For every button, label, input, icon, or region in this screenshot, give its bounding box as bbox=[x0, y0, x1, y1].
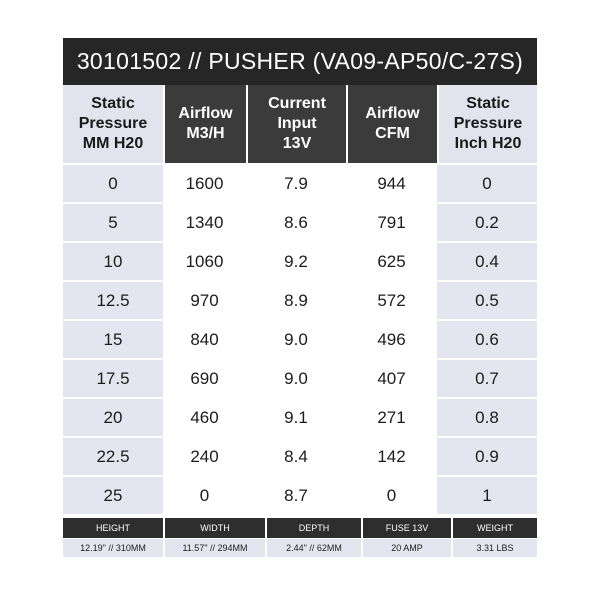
cell-static-pressure-inch: 1 bbox=[437, 475, 537, 514]
cell-static-pressure-mm: 20 bbox=[63, 397, 163, 436]
cell-current-input: 8.6 bbox=[246, 202, 346, 241]
airflow-performance-table bbox=[63, 85, 537, 514]
header-airflow-m3h: Airflow M3/H bbox=[163, 85, 246, 163]
cell-current-input: 8.4 bbox=[246, 436, 346, 475]
cell-static-pressure-inch: 0.6 bbox=[437, 319, 537, 358]
cell-airflow-m3h: 240 bbox=[163, 436, 246, 475]
table-row bbox=[63, 475, 537, 514]
cell-static-pressure-inch: 0.5 bbox=[437, 280, 537, 319]
spec-header-fuse: FUSE 13V bbox=[361, 518, 451, 538]
cell-static-pressure-mm: 17.5 bbox=[63, 358, 163, 397]
cell-static-pressure-inch: 0.7 bbox=[437, 358, 537, 397]
cell-static-pressure-mm: 15 bbox=[63, 319, 163, 358]
cell-airflow-cfm: 271 bbox=[346, 397, 437, 436]
header-airflow-cfm: Airflow CFM bbox=[346, 85, 437, 163]
table-row bbox=[63, 319, 537, 358]
cell-current-input: 9.1 bbox=[246, 397, 346, 436]
cell-airflow-m3h: 840 bbox=[163, 319, 246, 358]
table-row bbox=[63, 397, 537, 436]
cell-airflow-cfm: 625 bbox=[346, 241, 437, 280]
table-row bbox=[63, 436, 537, 475]
spec-value-height: 12.19" // 310MM bbox=[63, 538, 163, 557]
fan-spec-sheet bbox=[63, 38, 537, 514]
cell-airflow-cfm: 944 bbox=[346, 163, 437, 202]
cell-current-input: 9.0 bbox=[246, 358, 346, 397]
table-row bbox=[63, 358, 537, 397]
cell-static-pressure-inch: 0.2 bbox=[437, 202, 537, 241]
table-row bbox=[63, 280, 537, 319]
spec-value-weight: 3.31 LBS bbox=[451, 538, 537, 557]
header-current-input: Current Input 13V bbox=[246, 85, 346, 163]
spec-header-width: WIDTH bbox=[163, 518, 265, 538]
cell-airflow-cfm: 572 bbox=[346, 280, 437, 319]
spec-value-depth: 2.44" // 62MM bbox=[265, 538, 361, 557]
header-static-pressure-inch: Static Pressure Inch H20 bbox=[437, 85, 537, 163]
product-title: 30101502 // PUSHER (VA09-AP50/C-27S) bbox=[63, 38, 537, 85]
cell-static-pressure-inch: 0.9 bbox=[437, 436, 537, 475]
table-body bbox=[63, 163, 537, 514]
spec-value-width: 11.57" // 294MM bbox=[163, 538, 265, 557]
cell-airflow-cfm: 142 bbox=[346, 436, 437, 475]
cell-current-input: 7.9 bbox=[246, 163, 346, 202]
cell-airflow-m3h: 970 bbox=[163, 280, 246, 319]
spec-header-height: HEIGHT bbox=[63, 518, 163, 538]
spec-header-depth: DEPTH bbox=[265, 518, 361, 538]
cell-airflow-m3h: 1340 bbox=[163, 202, 246, 241]
spec-value-fuse: 20 AMP bbox=[361, 538, 451, 557]
dimensions-spec-table bbox=[63, 518, 537, 557]
spec-header-row bbox=[63, 518, 537, 538]
cell-airflow-cfm: 496 bbox=[346, 319, 437, 358]
cell-current-input: 9.2 bbox=[246, 241, 346, 280]
cell-static-pressure-mm: 0 bbox=[63, 163, 163, 202]
cell-static-pressure-mm: 5 bbox=[63, 202, 163, 241]
cell-static-pressure-inch: 0 bbox=[437, 163, 537, 202]
cell-airflow-cfm: 407 bbox=[346, 358, 437, 397]
cell-static-pressure-mm: 12.5 bbox=[63, 280, 163, 319]
cell-airflow-m3h: 690 bbox=[163, 358, 246, 397]
cell-airflow-m3h: 460 bbox=[163, 397, 246, 436]
table-row bbox=[63, 202, 537, 241]
table-row bbox=[63, 241, 537, 280]
cell-current-input: 8.7 bbox=[246, 475, 346, 514]
cell-static-pressure-mm: 22.5 bbox=[63, 436, 163, 475]
cell-airflow-cfm: 0 bbox=[346, 475, 437, 514]
cell-airflow-m3h: 1600 bbox=[163, 163, 246, 202]
spec-value-row bbox=[63, 538, 537, 557]
cell-current-input: 8.9 bbox=[246, 280, 346, 319]
cell-static-pressure-mm: 25 bbox=[63, 475, 163, 514]
cell-airflow-m3h: 0 bbox=[163, 475, 246, 514]
cell-airflow-m3h: 1060 bbox=[163, 241, 246, 280]
cell-static-pressure-mm: 10 bbox=[63, 241, 163, 280]
cell-airflow-cfm: 791 bbox=[346, 202, 437, 241]
cell-static-pressure-inch: 0.8 bbox=[437, 397, 537, 436]
cell-static-pressure-inch: 0.4 bbox=[437, 241, 537, 280]
cell-current-input: 9.0 bbox=[246, 319, 346, 358]
header-static-pressure-mm: Static Pressure MM H20 bbox=[63, 85, 163, 163]
spec-header-weight: WEIGHT bbox=[451, 518, 537, 538]
table-row bbox=[63, 163, 537, 202]
table-header-row bbox=[63, 85, 537, 163]
